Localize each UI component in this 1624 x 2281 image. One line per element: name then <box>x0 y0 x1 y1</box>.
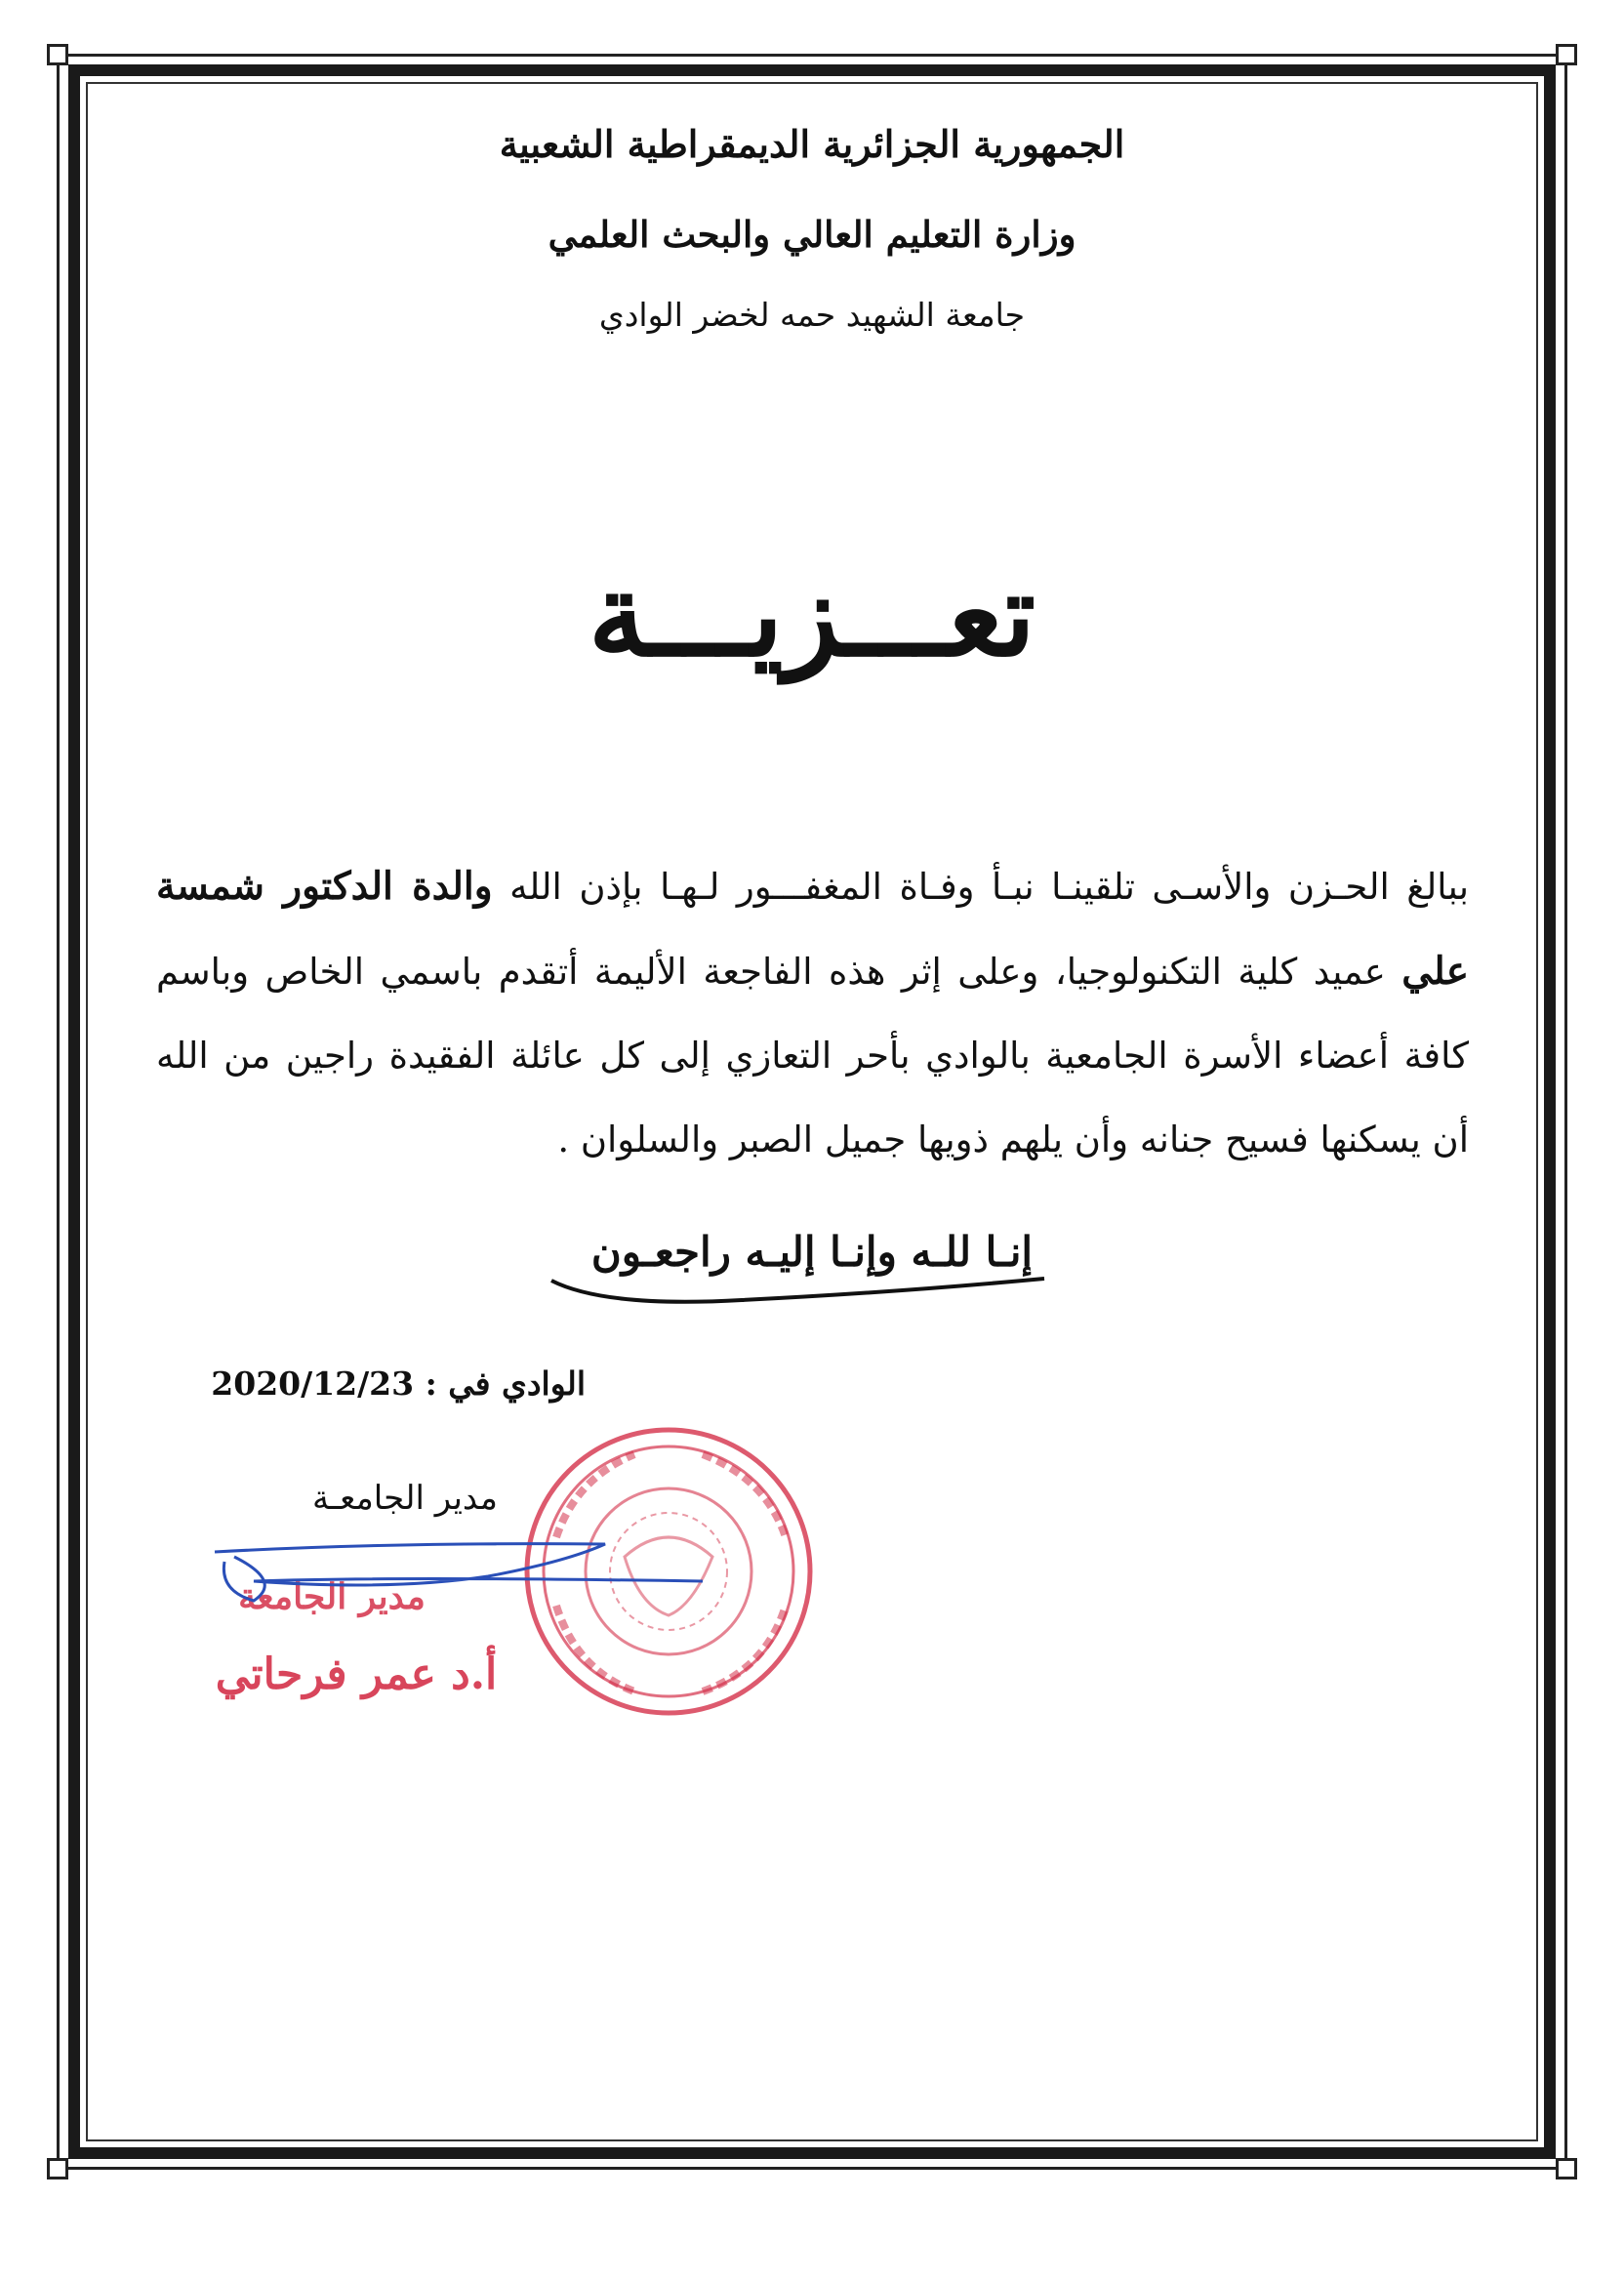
signatory-title: مدير الجامعـة <box>311 1479 498 1518</box>
condolence-paragraph <box>156 844 1469 1182</box>
frame-corner-top-right <box>1556 44 1577 65</box>
date-value: 2020/12/23 <box>211 1365 415 1403</box>
frame-corner-bottom-right <box>1556 2158 1577 2179</box>
stamp-title: مدير الجامعة <box>238 1576 426 1617</box>
quran-verse: إنـا للـه وإنـا إليـه راجعـون <box>590 1228 1034 1276</box>
header-ministry: وزارة التعليم العالي والبحث العلمي <box>548 213 1076 256</box>
frame-corner-top-left <box>47 44 68 65</box>
place-date-label: الوادي في : <box>425 1365 586 1403</box>
body-part-1: ببالغ الحـزن والأسـى تلقينـا نبـأ وفـاة المغفـــور لـهـا بإذن الله <box>492 866 1469 908</box>
body-bold-name: والدة الدكتور شمسة علي <box>156 864 1469 994</box>
document-title: تعـــزيـــة <box>588 547 1036 682</box>
handwritten-signature <box>195 1523 742 1630</box>
stamp-name: أ.د عمر فرحاتي <box>215 1650 498 1699</box>
body-part-2: عميد كلية التكنولوجيا، وعلى إثر هذه الفاجعة الأليمة أتقدم باسمي الخاص وباسم كافة أعضاء الأسرة الجامعية بالوادي بأحر التعازي إلى كل عائلة الفقيدة راجين من الله أن يسكنها فسيح جنانه وأن يلهم ذويها جميل الصبر والسلوان . <box>156 951 1469 1161</box>
verse-swash-icon <box>547 1271 1054 1310</box>
header-republic: الجمهورية الجزائرية الديمقراطية الشعبية <box>499 122 1125 166</box>
frame-corner-bottom-left <box>47 2158 68 2179</box>
place-date <box>195 1365 586 1403</box>
header-university: جامعة الشهيد حمه لخضر الوادي <box>598 296 1026 334</box>
